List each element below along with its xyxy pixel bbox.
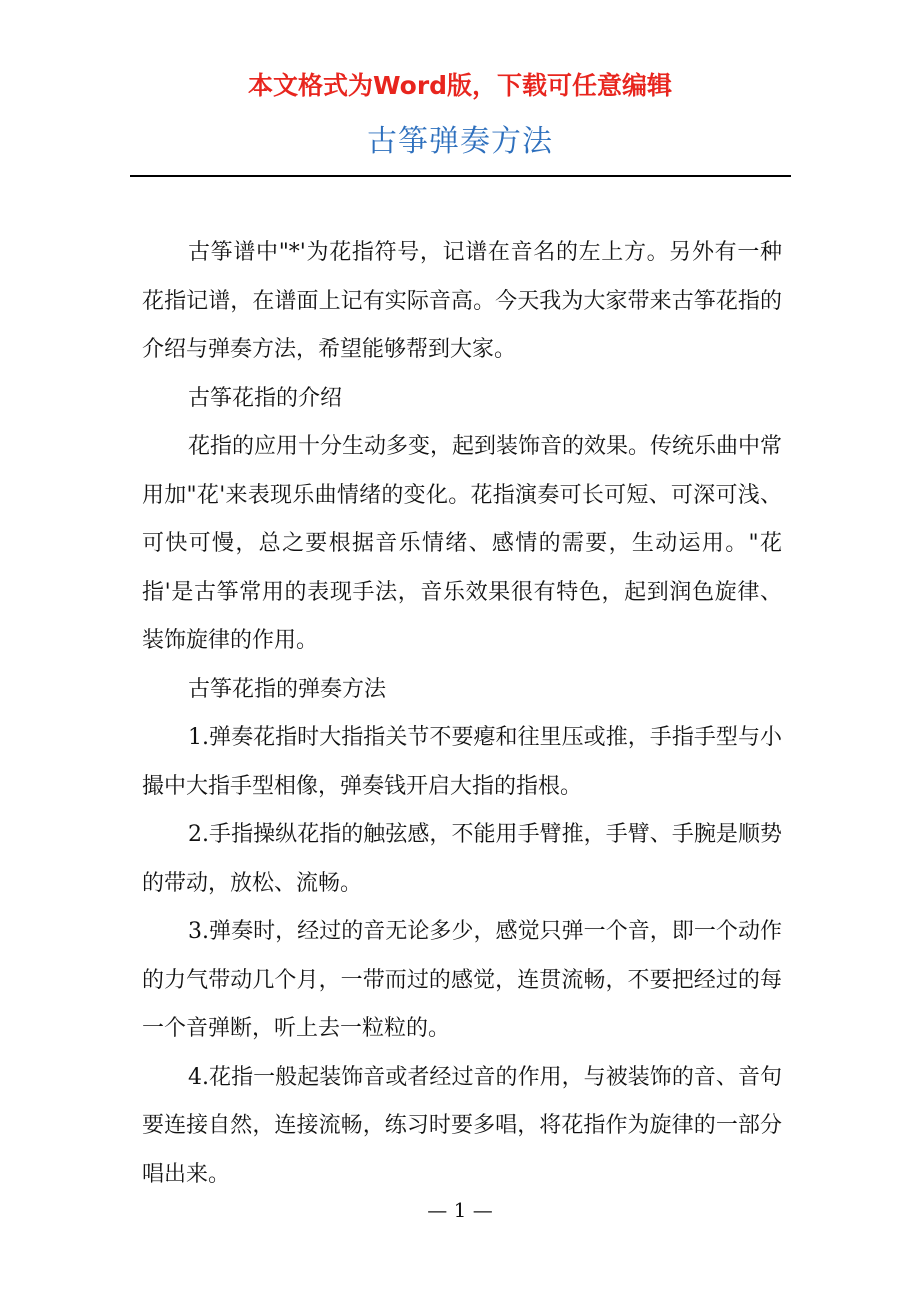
- document-body: [142, 229, 782, 1199]
- format-notice-banner: 本文格式为Word版，下载可任意编辑: [247, 71, 673, 100]
- title-divider: [130, 175, 791, 177]
- method-step-4: 4.花指一般起装饰音或者经过音的作用，与被装饰的音、音句要连接自然，连接流畅，练习时要多唱，将花指作为旋律的一部分唱出来。: [142, 1064, 782, 1187]
- section-heading-introduction: 古筝花指的介绍: [188, 385, 343, 411]
- intro-paragraph: 古筝谱中"*'为花指符号，记谱在音名的左上方。另外有一种花指记谱，在谱面上记有实际音高。今天我为大家带来古筝花指的介绍与弹奏方法，希望能够帮到大家。: [142, 240, 782, 362]
- method-step-3: 3.弹奏时，经过的音无论多少，感觉只弹一个音，即一个动作的力气带动几个月，一带而过的感觉，连贯流畅，不要把经过的每一个音弹断，听上去一粒粒的。: [142, 919, 782, 1041]
- section-heading-method: 古筝花指的弹奏方法: [188, 676, 387, 702]
- method-step-1: 1.弹奏花指时大指指关节不要瘪和往里压或推，手指手型与小撮中大指手型相像，弹奏钱开启大指的指根。: [142, 725, 782, 799]
- page-number: — 1 —: [427, 1198, 493, 1222]
- introduction-paragraph: 花指的应用十分生动多变，起到装饰音的效果。传统乐曲中常用加"花'来表现乐曲情绪的变化。花指演奏可长可短、可深可浅、可快可慢，总之要根据音乐情绪、感情的需要，生动运用。"花指'是古筝常用的表现手法，音乐效果很有特色，起到润色旋律、装饰旋律的作用。: [142, 434, 783, 653]
- method-step-2: 2.手指操纵花指的触弦感，不能用手臂推，手臂、手腕是顺势的带动，放松、流畅。: [142, 822, 782, 896]
- document-title: 古筝弹奏方法: [367, 124, 553, 159]
